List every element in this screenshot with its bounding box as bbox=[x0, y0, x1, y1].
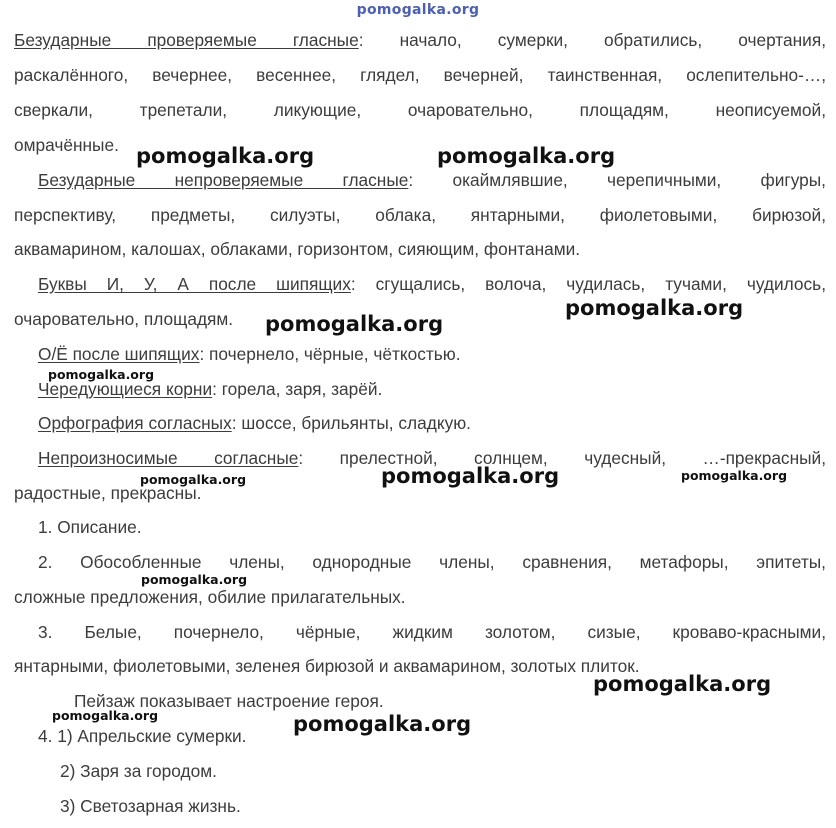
answer-1: 1. Описание. bbox=[38, 517, 142, 537]
watermark: pomogalka.org bbox=[437, 144, 616, 168]
s1-line-4: омрачённые. bbox=[14, 135, 119, 155]
answer-4-item-2: 2) Заря за городом. bbox=[60, 761, 217, 781]
s4-heading: О/Ё после шипящих bbox=[38, 344, 200, 364]
watermark-top: pomogalka.org bbox=[356, 2, 480, 18]
s4-line bbox=[38, 344, 826, 364]
s2-heading: Безударные непроверяемые гласные bbox=[38, 170, 409, 190]
s6-text: : шоссе, брильянты, сладкую. bbox=[231, 413, 471, 433]
answer-3-line-2: янтарными, фиолетовыми, зеленея бирюзой и аквамарином, золотых плиток. bbox=[14, 656, 640, 676]
s4-text: : почернело, чёрные, чёткостью. bbox=[199, 344, 461, 364]
s7-heading: Непроизносимые согласные bbox=[38, 448, 299, 468]
s2-line-1 bbox=[38, 170, 826, 190]
answer-3-line-1: 3. Белые, почернело, чёрные, жидким золотом, сизые, кроваво-красными, bbox=[38, 622, 826, 642]
s1-line-1 bbox=[14, 30, 826, 50]
watermark: pomogalka.org bbox=[141, 572, 248, 587]
s7-text-1: : прелестной, солнцем, чудесный, …-прекрасный, bbox=[298, 448, 826, 468]
watermark: pomogalka.org bbox=[140, 472, 247, 487]
watermark: pomogalka.org bbox=[52, 708, 159, 723]
s1-line-3: сверкали, трепетали, ликующие, очаровательно, площадям, неописуемой, bbox=[14, 100, 826, 120]
s2-line-2: перспективу, предметы, силуэты, облака, янтарными, фиолетовыми, бирюзой, bbox=[14, 205, 826, 225]
s1-heading: Безударные проверяемые гласные bbox=[14, 30, 359, 50]
s3-line-1 bbox=[38, 274, 826, 294]
s1-line-2: раскалённого, вечернее, весеннее, глядел, вечерней, таинственная, ослепительно-…, bbox=[14, 65, 826, 85]
s5-text: : горела, заря, зарёй. bbox=[212, 379, 383, 399]
s1-text-1: : начало, сумерки, обратились, очертания, bbox=[358, 30, 826, 50]
watermark: pomogalka.org bbox=[48, 367, 155, 382]
watermark: pomogalka.org bbox=[293, 712, 472, 736]
s6-line bbox=[38, 413, 826, 433]
s3-line-2: очаровательно, площадям. bbox=[14, 309, 234, 329]
watermark: pomogalka.org bbox=[565, 296, 744, 320]
s3-heading: Буквы И, У, А после шипящих bbox=[38, 274, 351, 294]
answer-2-line-2: сложные предложения, обилие прилагательных. bbox=[14, 587, 406, 607]
s2-text-1: : окаймлявшие, черепичными, фигуры, bbox=[408, 170, 826, 190]
watermark: pomogalka.org bbox=[381, 464, 560, 488]
watermark: pomogalka.org bbox=[681, 468, 788, 483]
answer-4-item-3: 3) Светозарная жизнь. bbox=[60, 796, 241, 816]
answer-2-line-1: 2. Обособленные члены, однородные члены, сравнения, метафоры, эпитеты, bbox=[38, 552, 826, 572]
s6-heading: Орфография согласных bbox=[38, 413, 232, 433]
watermark: pomogalka.org bbox=[265, 312, 444, 336]
watermark: pomogalka.org bbox=[593, 672, 772, 696]
answer-3-note: Пейзаж показывает настроение героя. bbox=[74, 691, 384, 711]
s5-heading: Чередующиеся корни bbox=[38, 379, 213, 399]
watermark: pomogalka.org bbox=[136, 144, 315, 168]
s7-line-2: радостные, прекрасны. bbox=[14, 483, 202, 503]
s5-line bbox=[38, 379, 826, 399]
s3-text-1: : сгущались, волоча, чудилась, тучами, чудилось, bbox=[350, 274, 826, 294]
answer-4-item-1: 4. 1) Апрельские сумерки. bbox=[38, 726, 247, 746]
s2-line-3: аквамарином, калошах, облаками, горизонтом, сияющим, фонтанами. bbox=[14, 239, 581, 259]
